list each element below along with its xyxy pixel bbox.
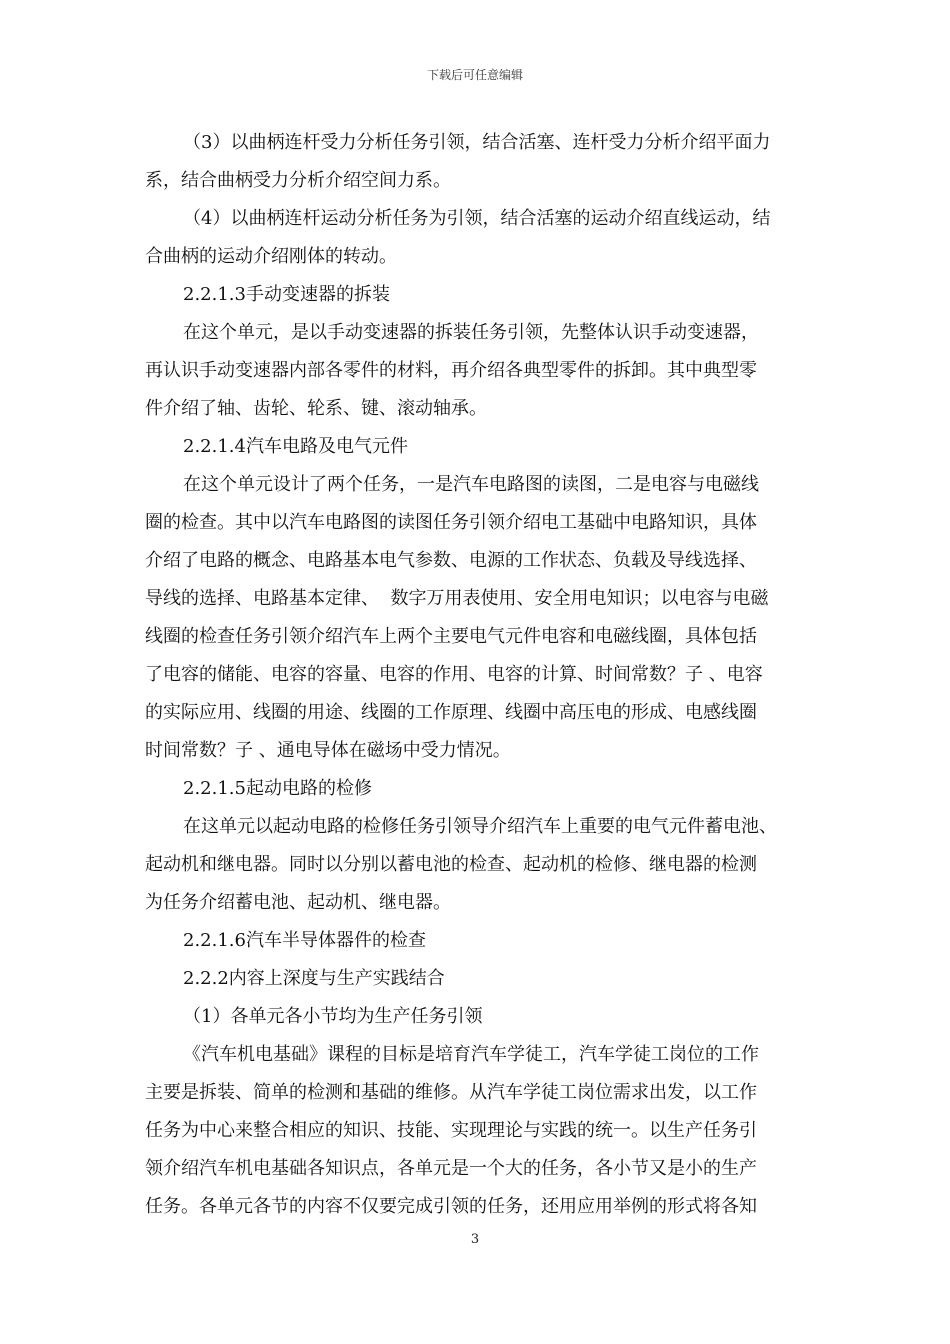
paragraph-line: 介绍了电路的概念、电路基本电气参数、电源的工作状态、负载及导线选择、 [145,550,757,571]
paragraph-line: 线圈的检查任务引领介绍汽车上两个主要电气元件电容和电磁线圈，具体包括 [145,626,757,647]
paragraph-line: 在这单元以起动电路的检修任务引领导介绍汽车上重要的电气元件蓄电池、 [183,816,777,837]
section-heading: 2.2.1.6汽车半导体器件的检查 [183,930,426,951]
paragraph-line: 《汽车机电基础》课程的目标是培育汽车学徒工，汽车学徒工岗位的工作 [183,1044,759,1065]
page-header: 下载后可任意编辑 [426,68,523,82]
section-heading: 2.2.2内容上深度与生产实践结合 [183,968,445,989]
paragraph-line: 为任务介绍蓄电池、起动机、继电器。 [145,892,451,913]
paragraph-line: 的实际应用、线圈的用途、线圈的工作原理、线圈中高压电的形成、电感线圈 [145,702,757,723]
section-heading: 2.2.1.5起动电路的检修 [183,778,372,799]
paragraph-line: （1）各单元各小节均为生产任务引领 [183,1006,483,1027]
paragraph-line: （4）以曲柄连杆运动分析任务为引领，结合活塞的运动介绍直线运动，结 [183,208,771,229]
paragraph-line: 领介绍汽车机电基础各知识点，各单元是一个大的任务，各小节又是小的生产 [145,1158,757,1179]
paragraph-line: 导线的选择、电路基本定律、 数字万用表使用、安全用电知识；以电容与电磁 [145,588,769,609]
paragraph-line: 时间常数？子 、通电导体在磁场中受力情况。 [145,740,511,761]
paragraph-line: 了电容的储能、电容的容量、电容的作用、电容的计算、时间常数？子 、电容 [145,664,763,685]
paragraph-line: 在这个单元设计了两个任务，一是汽车电路图的读图，二是电容与电磁线 [183,474,759,495]
page-number: 3 [470,1232,480,1247]
paragraph-line: 在这个单元，是以手动变速器的拆装任务引领，先整体认识手动变速器， [183,322,759,343]
paragraph-line: （3）以曲柄连杆受力分析任务引领，结合活塞、连杆受力分析介绍平面力 [183,132,771,153]
paragraph-line: 任务。各单元各节的内容不仅要完成引领的任务，还用应用举例的形式将各知 [145,1196,757,1217]
paragraph-line: 件介绍了轴、齿轮、轮系、键、滚动轴承。 [145,398,487,419]
paragraph-line: 任务为中心来整合相应的知识、技能、实现理论与实践的统一。以生产任务引 [145,1120,757,1141]
paragraph-line: 圈的检查。其中以汽车电路图的读图任务引领介绍电工基础中电路知识，具体 [145,512,757,533]
paragraph-line: 起动机和继电器。同时以分别以蓄电池的检查、起动机的检修、继电器的检测 [145,854,757,875]
section-heading: 2.2.1.3手动变速器的拆装 [183,284,390,305]
paragraph-line: 系，结合曲柄受力分析介绍空间力系。 [145,170,451,191]
document-body [145,124,809,1226]
paragraph-line: 合曲柄的运动介绍刚体的转动。 [145,246,397,267]
paragraph-line: 主要是拆装、简单的检测和基础的维修。从汽车学徒工岗位需求出发，以工作 [145,1082,757,1103]
section-heading: 2.2.1.4汽车电路及电气元件 [183,436,408,457]
paragraph-line: 再认识手动变速器内部各零件的材料，再介绍各典型零件的拆卸。其中典型零 [145,360,757,381]
